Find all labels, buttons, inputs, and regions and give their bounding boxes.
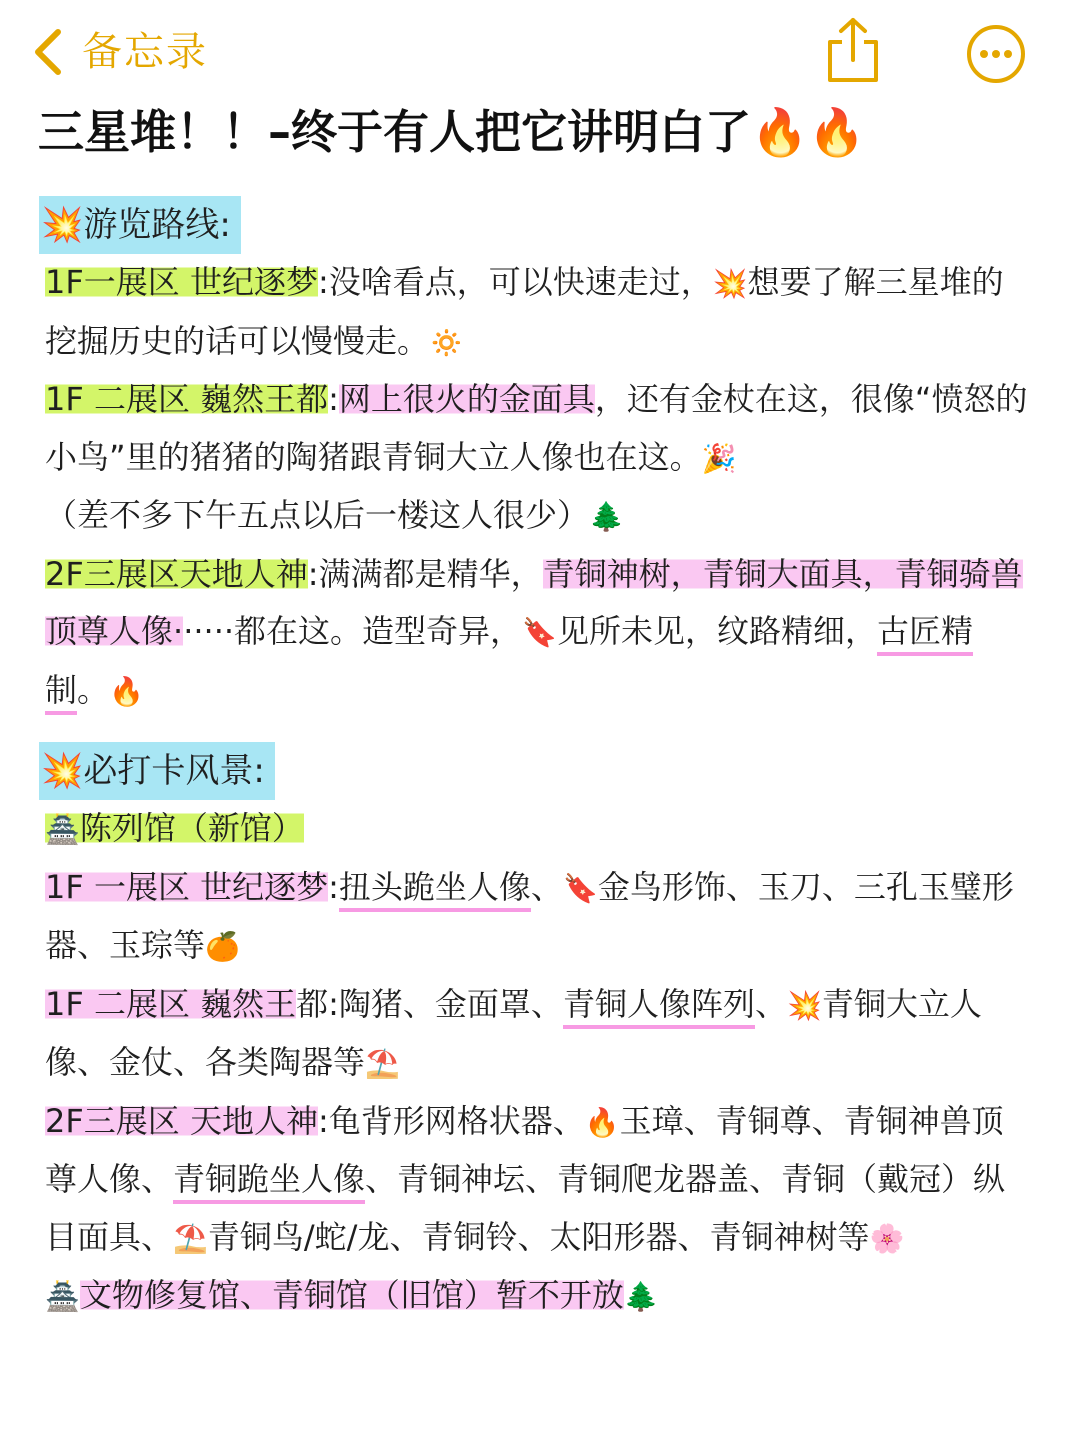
note-title [38,100,866,164]
colon: : [328,867,339,906]
highlight-text: 网上很火的金面具 [338,380,595,418]
hall-label: 1F 二展区 巍然王都 [45,380,329,418]
text: 陶猪、金面罩、 [338,984,563,1023]
tree-emoji: 🌲 [589,500,624,533]
underlined-text: 青铜人像阵列 [563,985,755,1029]
colon: : [307,554,319,593]
text: 、 [530,867,563,906]
text: 青铜大立人像、金仗、各类陶器等 [45,984,982,1081]
tree-emoji: 🌲 [623,1280,659,1313]
text: 龟背形网格状器、 [328,1101,585,1140]
note-body[interactable] [41,196,1035,1326]
cherry-blossom-emoji: 🌸 [869,1221,905,1255]
tangerine-emoji: 🍊 [205,930,240,963]
castle-emoji: 🏯 [45,813,80,846]
navigation-bar [0,0,1080,100]
highlight-text: 青铜神树，青铜大面具，青铜骑兽顶尊人像· [45,554,1023,650]
hall-label: 1F 二展区 巍然王 [45,984,297,1023]
fire-emoji: 🔥 [584,1105,620,1139]
text: 、青铜神坛、青铜爬龙器盖、青铜（戴冠）纵目面具、 [45,1160,1006,1256]
bookmark-emoji: 🔖 [562,871,598,905]
subheading-new-museum [45,800,1035,859]
text: （差不多下午五点以后一楼这人很少） [45,496,590,534]
closed-notice: 文物修复馆、青铜馆（旧馆）暂不开放 [79,1276,624,1314]
paragraph-2f-hall-3 [45,546,1035,721]
explosion-emoji: 💥 [712,267,748,300]
fire-emoji: 🔥 [109,674,144,708]
colon: : [328,984,339,1023]
subheading-label: 陈列馆（新馆） [79,809,304,847]
subheading-highlight [45,809,304,847]
paragraph-checkin-2f-hall-3 [45,1093,1035,1268]
underlined-text: 古匠精制 [45,612,973,715]
paragraph-1f-hall-2 [45,371,1035,546]
text: ·····都在这。造型奇异， [183,612,523,650]
text: 青铜鸟/蛇/龙、青铜铃、太阳形器、青铜神树等 [207,1217,870,1256]
text: 。 [77,670,110,709]
more-options-icon[interactable] [966,24,1026,84]
text: 满满都是精华， [318,554,543,593]
chevron-left-icon [30,26,66,78]
colon: : [328,380,339,418]
beach-umbrella-emoji: ⛱️ [173,1221,208,1255]
fire-emoji: 🔥🔥 [751,105,866,159]
colon: : [317,1101,329,1140]
underlined-text: 青铜跪坐人像 [173,1160,365,1204]
subheading-closed-venues [45,1267,1035,1326]
colon: : [317,263,329,301]
section-heading-tour-route: 💥游览路线: [39,196,241,254]
note-title-text: 三星堆！！–终于有人把它讲明白了 [38,105,751,159]
text: 玉璋、青铜尊、青铜神兽顶尊人像、 [45,1101,1004,1198]
beach-umbrella-emoji: ⛱️ [365,1047,400,1080]
text: 见所未见，纹路精细， [556,612,877,650]
text: 金鸟形饰、玉刀、三孔玉璧形器、玉琮等 [45,867,1014,964]
hall-label: 1F一展区 世纪逐梦 [45,263,318,301]
hall-label: 1F 一展区 世纪逐梦 [45,867,329,906]
hall-label: 2F三展区天地人神 [45,554,308,593]
hall-label: 2F三展区 天地人神 [45,1101,318,1140]
text: 想要了解三星堆的挖掘历史的话可以慢慢走。 [45,263,1004,360]
sun-emoji: 🔅 [429,325,464,359]
underlined-text: 扭头跪坐人像 [339,868,531,912]
party-popper-emoji: 🎉 [701,441,737,475]
text: ，还有金杖在这，很像“愤怒的小鸟”里的猪猪的陶猪跟青铜大立人像也在这。 [45,380,1028,476]
text: 没啥看点，可以快速走过， [328,263,713,301]
spacer [45,720,1035,742]
back-label: 备忘录 [82,29,208,75]
explosion-emoji: 💥 [786,988,822,1022]
hall-label-rest: 都 [296,984,329,1023]
back-button[interactable] [30,26,208,78]
paragraph-1f-hall-1 [45,254,1035,371]
share-icon[interactable] [822,16,884,86]
castle-emoji: 🏯 [45,1280,80,1313]
text: 、 [754,984,787,1023]
paragraph-checkin-1f-hall-2 [45,976,1035,1093]
bookmark-emoji: 🔖 [522,616,557,649]
section-heading-must-visit: 💥必打卡风景: [39,742,275,800]
paragraph-checkin-1f-hall-1 [45,859,1035,976]
